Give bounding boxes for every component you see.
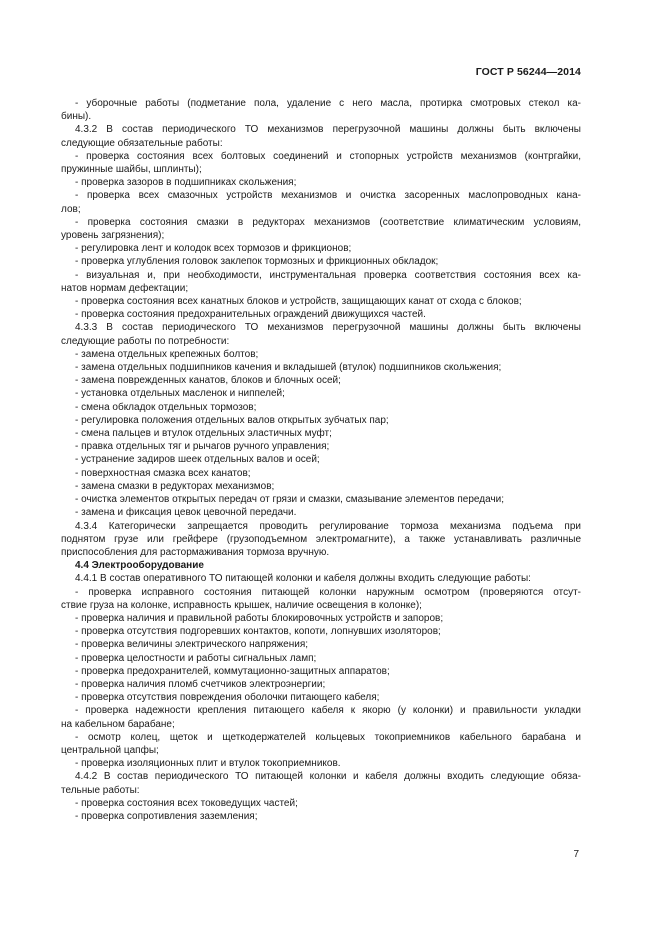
text-line: - замена поврежденных канатов, блоков и блочных осей; [75,375,341,387]
text-line: 4.3.4 Категорически запрещается проводить регулирование тормоза механизма подъема при [75,520,581,532]
text-line: на кабельном барабане; [61,718,175,730]
text-line: - проверка отсутствия повреждения оболочки питающего кабеля; [75,692,380,704]
text-line: - проверка состояния всех канатных блоков и устройств, защищающих канат от схода с блоков; [75,296,522,308]
text-line: - замена отдельных подшипников качения и вкладышей (втулок) подшипников скольжения; [75,362,502,374]
text-line: - проверка всех смазочных устройств механизмов и очистка засоренных маслопроводных кана- [75,190,581,202]
text-line: - проверка надежности крепления питающего кабеля к якорю (у колонки) и правильности укладки [75,705,581,717]
text-line: - установка отдельных масленок и ниппелей; [75,388,285,400]
text-line: тельные работы: [61,784,140,796]
text-line: поднятом грузе или грейфере (грузоподъемном электромагните), а также устанавливать различные [61,533,581,545]
text-line: - проверка состояния смазки в редукторах механизмов (соответствие климатическим условиям, [75,216,581,228]
text-line: - замена отдельных крепежных болтов; [75,348,259,360]
text-line: - смена обкладок отдельных тормозов; [75,401,257,413]
text-line: - поверхностная смазка всех канатов; [75,467,251,479]
text-line: - регулировка лент и колодок всех тормозов и фрикционов; [75,243,352,255]
text-line: - замена и фиксация цевок цевочной передачи. [75,507,297,519]
text-line: следующие обязательные работы: [61,137,223,149]
text-line: - проверка наличия и правильной работы блокировочных устройств и запоров; [75,612,444,624]
text-line: - визуальная и, при необходимости, инструментальная проверка соответствия состояния всех ка- [75,269,581,281]
text-line: - проверка углубления головок заклепок тормозных и фрикционных обкладок; [75,256,439,268]
text-line: лов; [61,203,81,215]
text-line: - очистка элементов открытых передач от грязи и смазки, смазывание элементов передачи; [75,494,505,506]
text-line: приспособления для растормаживания тормоза вручную. [61,546,330,558]
text-line: 4.3.3 В состав периодического ТО механизмов перегрузочной машины должны быть включены [75,322,581,334]
text-line: - устранение задиров шеек отдельных валов и осей; [75,454,320,466]
text-line: - проверка предохранителей, коммутационно-защитных аппаратов; [75,665,390,677]
text-line: - проверка наличия пломб счетчиков электроэнергии; [75,678,326,690]
page-number: 7 [573,849,579,860]
text-line: - смена пальцев и втулок отдельных эластичных муфт; [75,428,332,440]
text-line: - проверка зазоров в подшипниках скольжения; [75,177,297,189]
text-line: - проверка исправного состояния питающей колонки наружным осмотром (проверяются отсут- [75,586,581,598]
text-line: уровень загрязнения); [61,230,165,242]
doc-code-header: ГОСТ Р 56244—2014 [475,66,581,78]
text-line: натов нормам дефектации; [61,282,189,294]
text-line: - уборочные работы (подметание пола, удаление с него масла, протирка смотровых стекол ка- [75,98,581,109]
text-line: ствие груза на колонке, исправность крышек, наличие освещения в колонке); [61,599,422,611]
text-line: - замена смазки в редукторах механизмов; [75,480,275,492]
text-line: - проверка сопротивления заземления; [75,810,258,822]
text-line: пружинные шайбы, шплинты); [61,164,202,176]
document-body [61,97,581,823]
text-line: - проверка состояния всех токоведущих частей; [75,797,298,809]
text-line: 4.3.2 В состав периодического ТО механизмов перегрузочной машины должны быть включены [75,124,581,136]
text-line: 4.4.2 В состав периодического ТО питающей колонки и кабеля должны входить следующие обяза- [75,771,581,783]
text-line: - регулировка положения отдельных валов открытых зубчатых пар; [75,414,389,426]
text-line: - проверка целостности и работы сигнальных ламп; [75,652,317,664]
text-line: - проверка отсутствия подгоревших контактов, копоти, лопнувших изоляторов; [75,626,441,638]
text-line: бины). [61,111,92,123]
text-line: следующие работы по потребности: [61,335,230,347]
text-line: - правка отдельных тяг и рычагов ручного управления; [75,441,330,453]
text-line: - проверка состояния предохранительных ограждений движущихся частей. [75,309,426,321]
text-line: 4.4.1 В состав оперативного ТО питающей колонки и кабеля должны входить следующие работы: [75,573,531,585]
text-line: центральной цапфы; [61,744,159,756]
section-heading: 4.4 Электрооборудование [75,560,204,572]
text-line: - проверка величины электрического напряжения; [75,639,309,651]
text-line: - проверка изоляционных плит и втулок токоприемников. [75,758,341,770]
text-line: - осмотр колец, щеток и щеткодержателей кольцевых токоприемников кабельного барабана и [75,731,581,743]
text-line: - проверка состояния всех болтовых соединений и стопорных устройств механизмов (контргайки, [75,150,581,162]
